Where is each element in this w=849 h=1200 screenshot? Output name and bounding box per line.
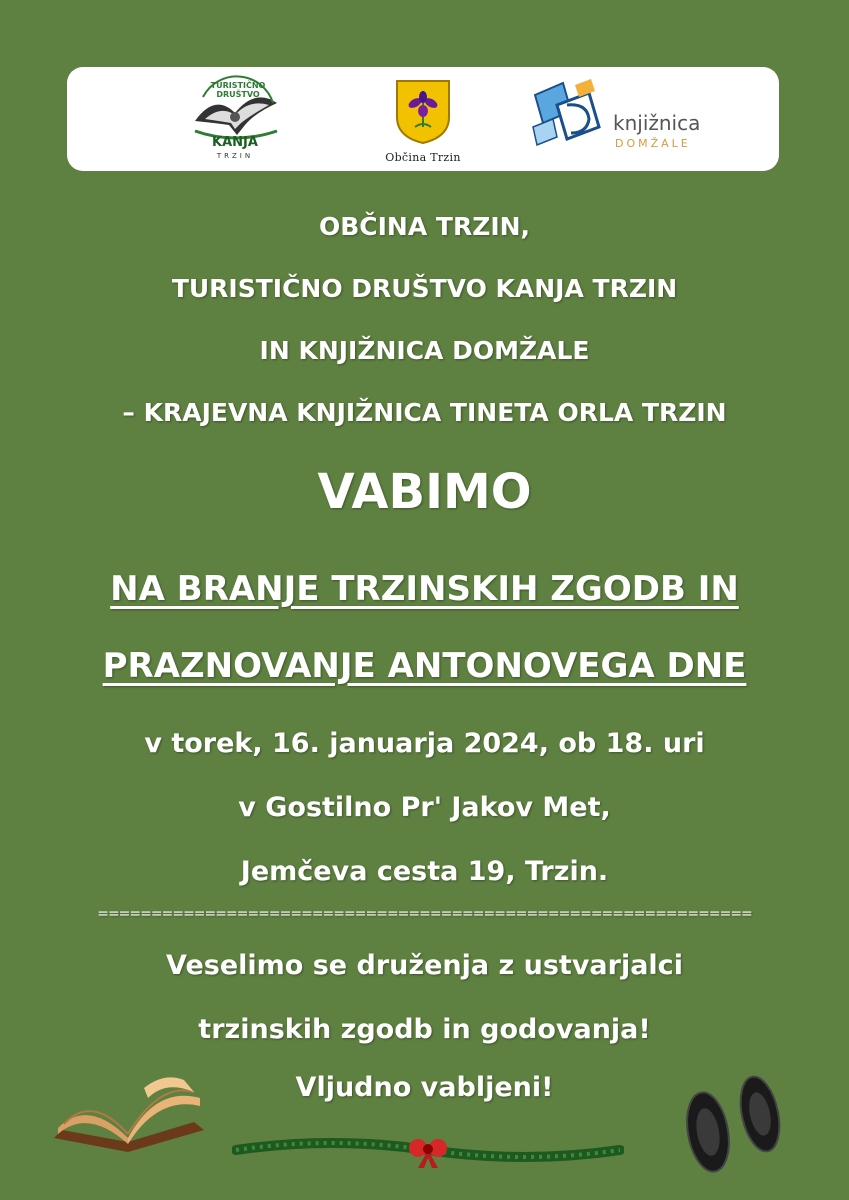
closing-line-3: Vljudno vabljeni! — [295, 1072, 554, 1103]
garland-icon — [232, 1128, 624, 1172]
closing-line-1: Veselimo se druženja z ustvarjalci — [166, 950, 683, 981]
organizer-line-3: IN KNJIŽNICA DOMŽALE — [259, 336, 590, 365]
organizer-line-4: – KRAJEVNA KNJIŽNICA TINETA ORLA TRZIN — [122, 398, 727, 427]
event-title-line-1: NA BRANJE TRZINSKIH ZGODB IN — [110, 569, 739, 609]
event-address: Jemčeva cesta 19, Trzin. — [240, 856, 609, 887]
kanja-name: KANJA — [212, 135, 258, 150]
library-book-icon — [527, 75, 607, 159]
event-venue: v Gostilno Pr' Jakov Met, — [238, 792, 611, 823]
obcina-trzin-logo — [367, 77, 479, 169]
speakers-icon — [682, 1072, 792, 1176]
divider: ============================================================= — [97, 906, 752, 922]
logo-bar — [67, 67, 779, 171]
event-date: v torek, 16. januarja 2024, ob 18. uri — [144, 728, 705, 759]
coat-of-arms-icon — [393, 77, 453, 145]
kanja-arc-text: TURISTIČNO DRUŠTVO — [210, 81, 266, 99]
open-book-icon — [44, 1068, 214, 1160]
organizer-line-2: TURISTIČNO DRUŠTVO KANJA TRZIN — [171, 274, 678, 303]
domzale-word: DOMŽALE — [615, 137, 691, 150]
event-title-line-2: PRAZNOVANJE ANTONOVEGA DNE — [102, 646, 747, 686]
headline: VABIMO — [317, 464, 532, 520]
organizer-line-1: OBČINA TRZIN, — [318, 212, 531, 241]
closing-line-2: trzinskih zgodb in godovanja! — [198, 1014, 651, 1045]
kanja-logo — [185, 73, 285, 165]
knjiznica-word: knjižnica — [613, 111, 701, 135]
knjiznica-domzale-logo — [527, 75, 727, 165]
kanja-place: TRZIN — [216, 152, 254, 160]
obcina-caption: Občina Trzin — [385, 151, 461, 164]
